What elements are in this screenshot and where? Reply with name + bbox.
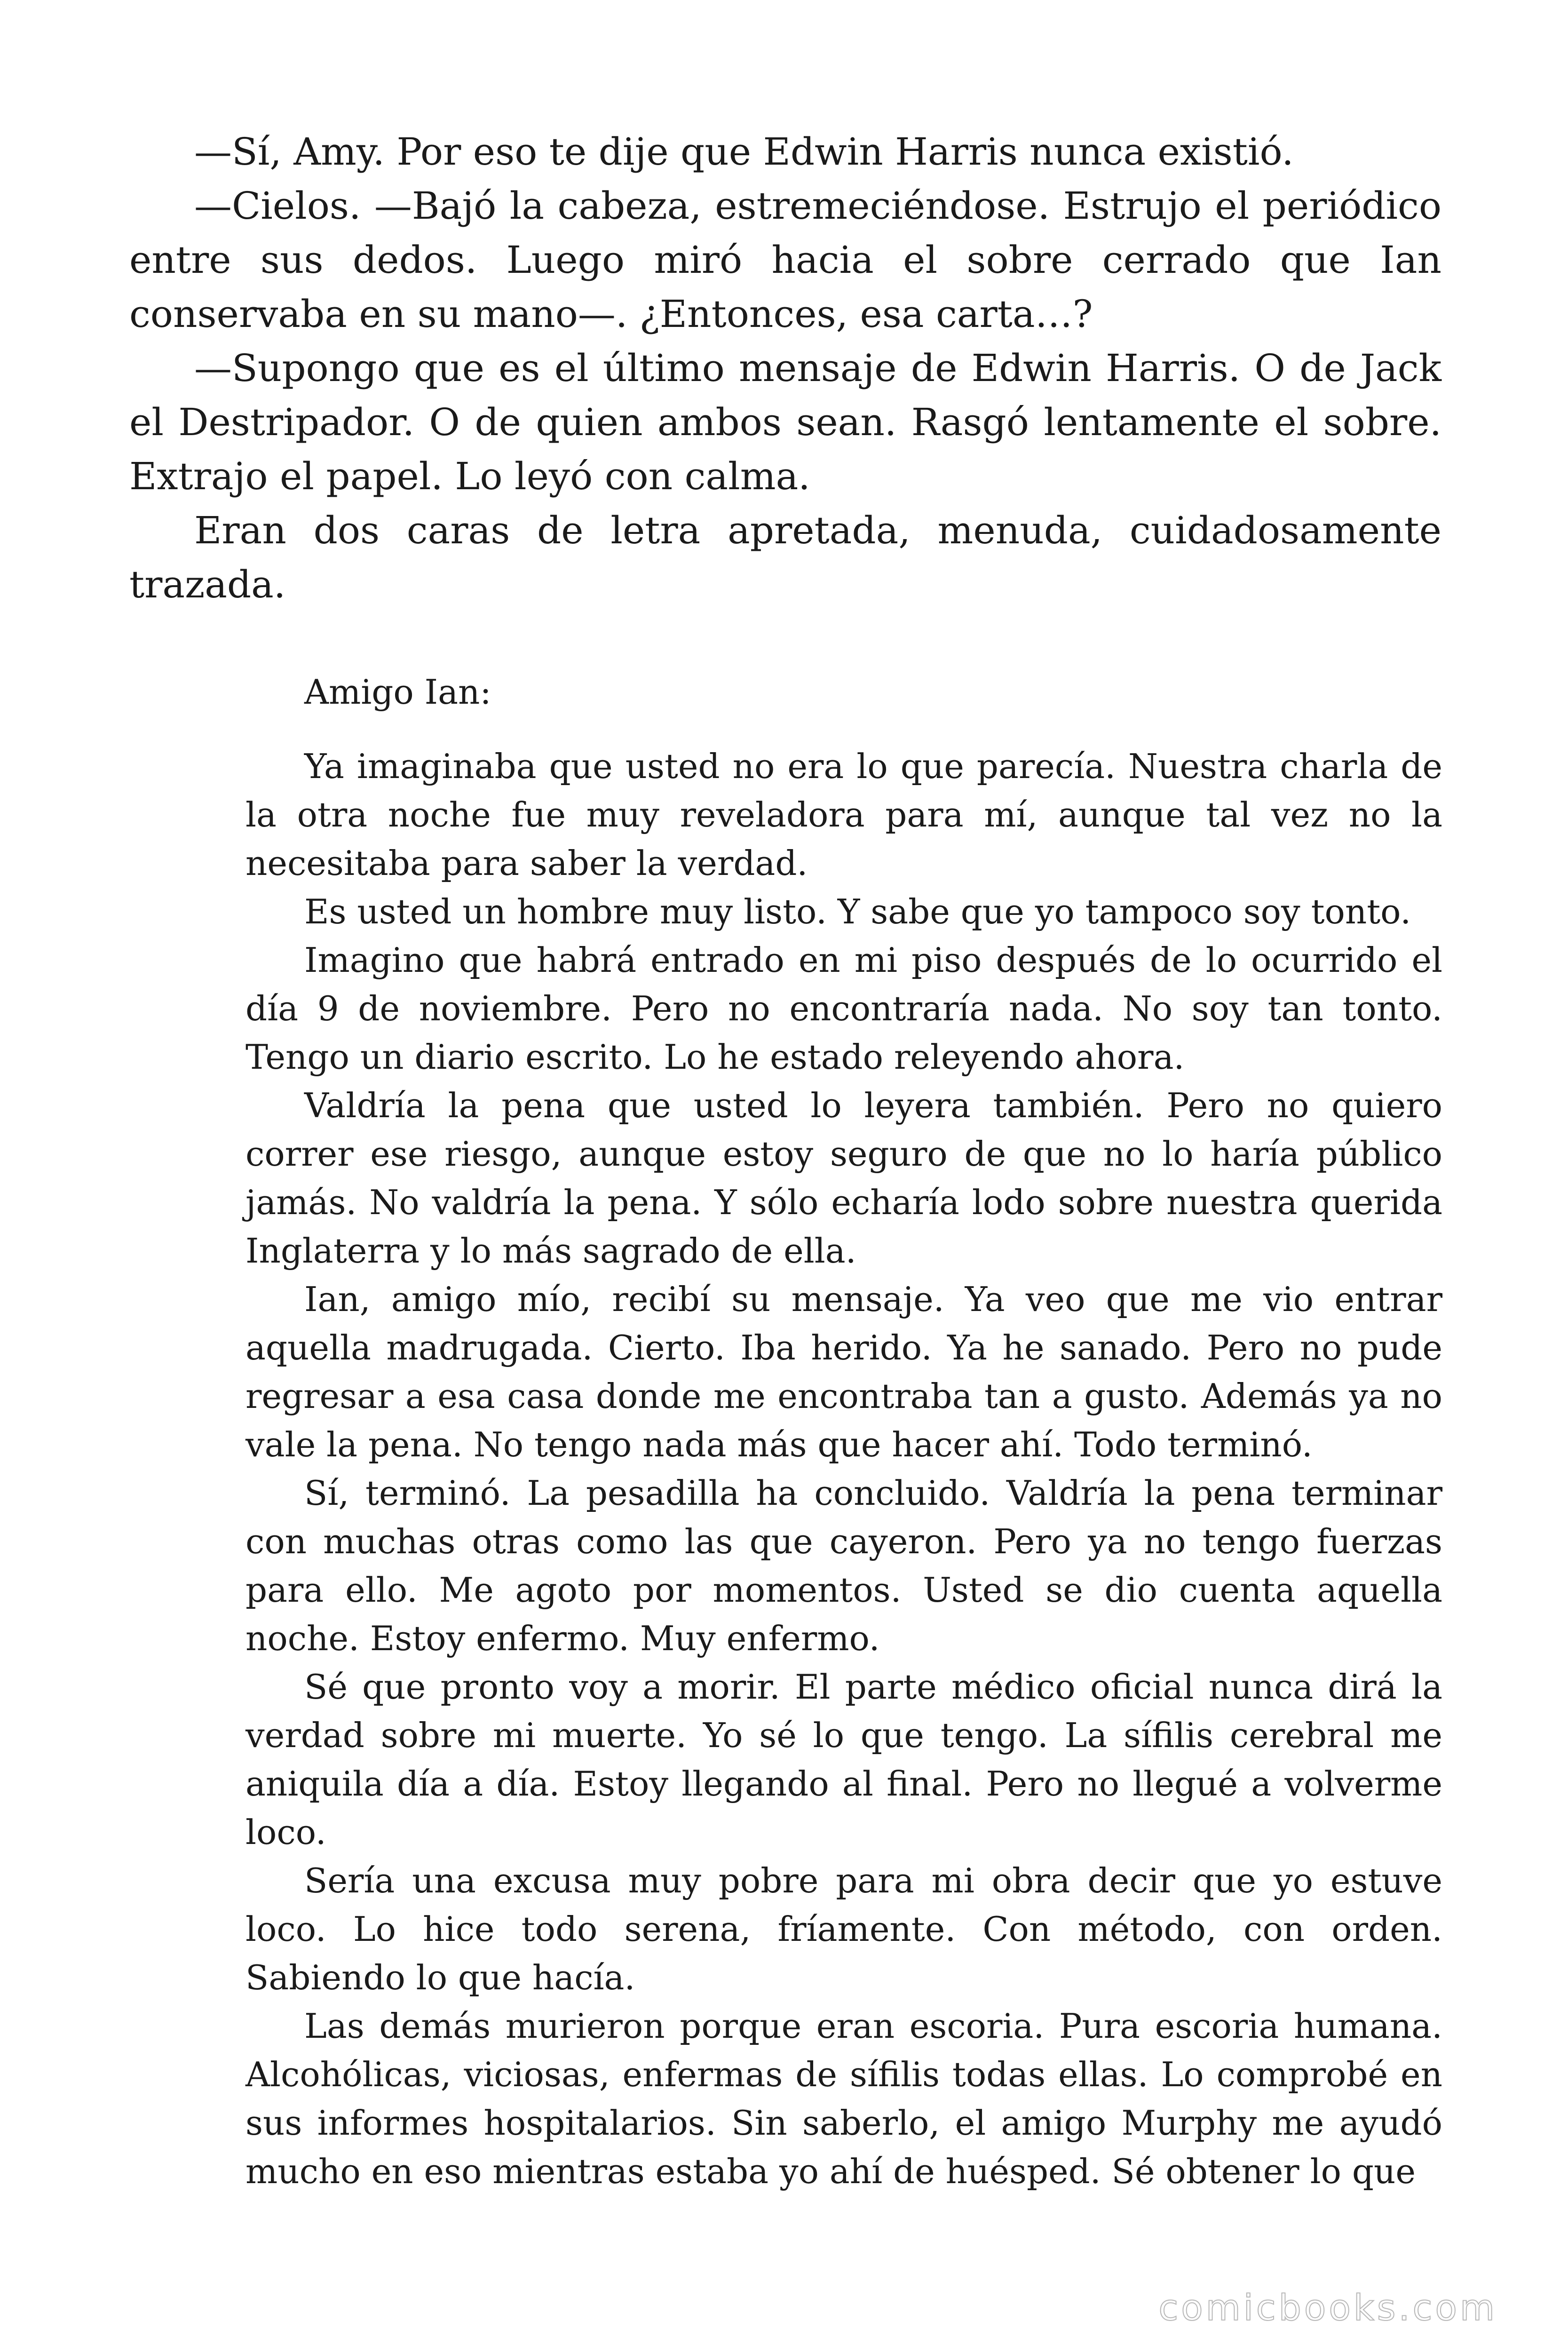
letter-paragraph: Valdría la pena que usted lo leyera también. Pero no quiero correr ese riesgo, aunque estoy seguro de que no lo haría público jamás. No valdría la pena. Y sólo echaría lodo sobre nuestra querida Inglaterra y lo más sagrado de ella.	[245, 1086, 1442, 1271]
letter-paragraph: Ya imaginaba que usted no era lo que parecía. Nuestra charla de la otra noche fue muy reveladora para mí, aunque tal vez no la necesitaba para saber la verdad.	[245, 747, 1442, 883]
narrative-paragraph: Eran dos caras de letra apretada, menuda, cuidadosamente trazada.	[129, 509, 1441, 606]
narrative-paragraph: —Supongo que es el último mensaje de Edwin Harris. O de Jack el Destripador. O de quien ambos sean. Rasgó lentamente el sobre. Extrajo el papel. Lo leyó con calma.	[129, 346, 1441, 498]
letter-text	[245, 668, 1442, 2196]
letter-paragraph: Sería una excusa muy pobre para mi obra decir que yo estuve loco. Lo hice todo serena, fríamente. Con método, con orden. Sabiendo lo que hacía.	[245, 1861, 1442, 1997]
letter-paragraph: Es usted un hombre muy listo. Y sabe que yo tampoco soy tonto.	[304, 892, 1411, 931]
letter-paragraph: Ian, amigo mío, recibí su mensaje. Ya veo que me vio entrar aquella madrugada. Cierto. Iba herido. Ya he sanado. Pero no pude regresar a esa casa donde me encontraba tan a gusto. Además ya no vale la pena. No tengo nada más que hacer ahí. Todo terminó.	[245, 1279, 1442, 1464]
letter-paragraph: Imagino que habrá entrado en mi piso después de lo ocurrido el día 9 de noviembre. Pero no encontraría nada. No soy tan tonto. Tengo un diario escrito. Lo he estado releyendo ahora.	[245, 940, 1442, 1077]
letter-salutation: Amigo Ian:	[304, 672, 491, 712]
narrative-text	[129, 125, 1441, 612]
narrative-paragraph: —Cielos. —Bajó la cabeza, estremeciéndose. Estrujo el periódico entre sus dedos. Luego miró hacia el sobre cerrado que Ian conservaba en su mano—. ¿Entonces, esa carta…?	[129, 184, 1441, 336]
letter-paragraph: Las demás murieron porque eran escoria. Pura escoria humana. Alcohólicas, viciosas, enfermas de sífilis todas ellas. Lo comprobé en sus informes hospitalarios. Sin saberlo, el amigo Murphy me ayudó mucho en eso mientras estaba yo ahí de huésped. Sé obtener lo que	[245, 2006, 1442, 2191]
watermark: comicbooks.com	[1158, 2287, 1497, 2328]
letter-paragraph: Sé que pronto voy a morir. El parte médico oficial nunca dirá la verdad sobre mi muerte. Yo sé lo que tengo. La sífilis cerebral me aniquila día a día. Estoy llegando al final. Pero no llegué a volverme loco.	[245, 1667, 1442, 1852]
narrative-paragraph: —Sí, Amy. Por eso te dije que Edwin Harris nunca existió.	[194, 130, 1294, 174]
letter-paragraph: Sí, terminó. La pesadilla ha concluido. Valdría la pena terminar con muchas otras como las que cayeron. Pero ya no tengo fuerzas para ello. Me agoto por momentos. Usted se dio cuenta aquella noche. Estoy enfermo. Muy enfermo.	[245, 1473, 1442, 1658]
